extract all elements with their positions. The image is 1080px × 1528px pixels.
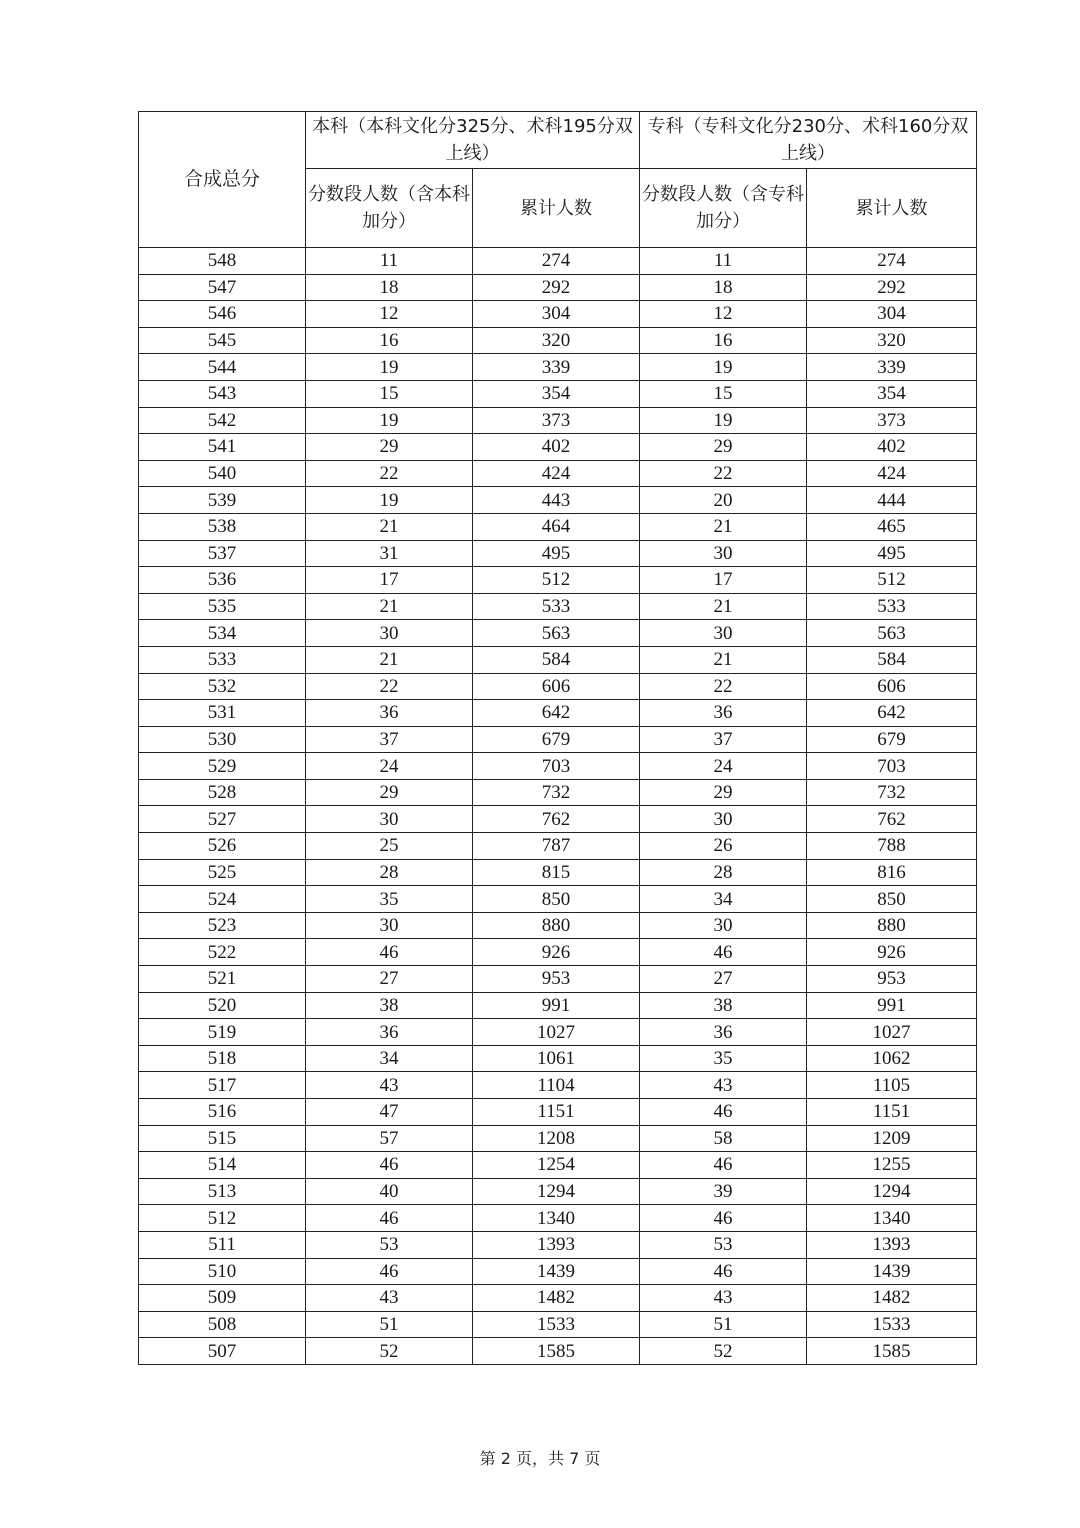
benke-cumulative-cell: 953 <box>473 966 640 993</box>
benke-segment-cell: 51 <box>306 1311 473 1338</box>
table-row <box>139 1258 977 1285</box>
benke-cumulative-cell: 679 <box>473 726 640 753</box>
benke-segment-cell: 19 <box>306 487 473 514</box>
zhuanke-cumulative-cell: 533 <box>807 593 977 620</box>
benke-segment-cell: 29 <box>306 434 473 461</box>
total-score-cell: 519 <box>139 1019 306 1046</box>
zhuanke-segment-cell: 46 <box>640 1258 807 1285</box>
table-header-row-1 <box>139 112 977 169</box>
table-row <box>139 1338 977 1365</box>
header-total-score: 合成总分 <box>139 112 306 248</box>
zhuanke-segment-cell: 17 <box>640 567 807 594</box>
zhuanke-cumulative-cell: 292 <box>807 274 977 301</box>
zhuanke-cumulative-cell: 584 <box>807 646 977 673</box>
total-score-cell: 536 <box>139 567 306 594</box>
table-row <box>139 513 977 540</box>
table-row <box>139 327 977 354</box>
benke-cumulative-cell: 1027 <box>473 1019 640 1046</box>
header-benke-cumulative: 累计人数 <box>473 169 640 248</box>
zhuanke-segment-cell: 30 <box>640 806 807 833</box>
benke-cumulative-cell: 304 <box>473 301 640 328</box>
benke-cumulative-cell: 443 <box>473 487 640 514</box>
benke-segment-cell: 18 <box>306 274 473 301</box>
table-row <box>139 460 977 487</box>
benke-cumulative-cell: 464 <box>473 513 640 540</box>
table-row <box>139 726 977 753</box>
table-row <box>139 912 977 939</box>
header-zhuanke-segment: 分数段人数（含专科加分） <box>640 169 807 248</box>
page-footer: 第 2 页，共 7 页 <box>479 1449 601 1468</box>
zhuanke-cumulative-cell: 1533 <box>807 1311 977 1338</box>
table-row <box>139 646 977 673</box>
zhuanke-segment-cell: 11 <box>640 248 807 275</box>
zhuanke-cumulative-cell: 465 <box>807 513 977 540</box>
benke-segment-cell: 22 <box>306 673 473 700</box>
benke-cumulative-cell: 424 <box>473 460 640 487</box>
benke-segment-cell: 25 <box>306 833 473 860</box>
benke-cumulative-cell: 339 <box>473 354 640 381</box>
benke-segment-cell: 21 <box>306 593 473 620</box>
total-score-cell: 524 <box>139 886 306 913</box>
table-row <box>139 673 977 700</box>
total-score-cell: 532 <box>139 673 306 700</box>
table-row <box>139 354 977 381</box>
zhuanke-cumulative-cell: 1439 <box>807 1258 977 1285</box>
benke-cumulative-cell: 1340 <box>473 1205 640 1232</box>
table-body <box>139 248 977 1365</box>
benke-cumulative-cell: 1533 <box>473 1311 640 1338</box>
zhuanke-segment-cell: 19 <box>640 407 807 434</box>
zhuanke-segment-cell: 28 <box>640 859 807 886</box>
benke-cumulative-cell: 274 <box>473 248 640 275</box>
benke-segment-cell: 36 <box>306 1019 473 1046</box>
benke-segment-cell: 57 <box>306 1125 473 1152</box>
benke-cumulative-cell: 880 <box>473 912 640 939</box>
total-score-cell: 538 <box>139 513 306 540</box>
total-score-cell: 542 <box>139 407 306 434</box>
zhuanke-cumulative-cell: 354 <box>807 380 977 407</box>
zhuanke-cumulative-cell: 1209 <box>807 1125 977 1152</box>
zhuanke-segment-cell: 22 <box>640 460 807 487</box>
total-score-cell: 512 <box>139 1205 306 1232</box>
benke-cumulative-cell: 1151 <box>473 1099 640 1126</box>
total-score-cell: 507 <box>139 1338 306 1365</box>
total-score-cell: 545 <box>139 327 306 354</box>
total-score-cell: 510 <box>139 1258 306 1285</box>
table-row <box>139 567 977 594</box>
zhuanke-cumulative-cell: 1294 <box>807 1178 977 1205</box>
table-row <box>139 1205 977 1232</box>
benke-cumulative-cell: 642 <box>473 700 640 727</box>
table-row <box>139 274 977 301</box>
table-row <box>139 753 977 780</box>
zhuanke-cumulative-cell: 512 <box>807 567 977 594</box>
zhuanke-segment-cell: 39 <box>640 1178 807 1205</box>
total-score-cell: 525 <box>139 859 306 886</box>
benke-segment-cell: 52 <box>306 1338 473 1365</box>
zhuanke-segment-cell: 36 <box>640 700 807 727</box>
benke-cumulative-cell: 402 <box>473 434 640 461</box>
benke-segment-cell: 19 <box>306 354 473 381</box>
benke-cumulative-cell: 703 <box>473 753 640 780</box>
table-row <box>139 806 977 833</box>
benke-segment-cell: 11 <box>306 248 473 275</box>
zhuanke-segment-cell: 18 <box>640 274 807 301</box>
header-zhuanke-group: 专科（专科文化分230分、术科160分双上线） <box>640 112 977 169</box>
zhuanke-cumulative-cell: 926 <box>807 939 977 966</box>
table-row <box>139 1311 977 1338</box>
benke-cumulative-cell: 373 <box>473 407 640 434</box>
total-score-cell: 518 <box>139 1045 306 1072</box>
benke-cumulative-cell: 732 <box>473 779 640 806</box>
zhuanke-cumulative-cell: 274 <box>807 248 977 275</box>
zhuanke-segment-cell: 29 <box>640 779 807 806</box>
zhuanke-cumulative-cell: 880 <box>807 912 977 939</box>
total-score-cell: 522 <box>139 939 306 966</box>
benke-cumulative-cell: 563 <box>473 620 640 647</box>
benke-segment-cell: 27 <box>306 966 473 993</box>
zhuanke-segment-cell: 21 <box>640 513 807 540</box>
zhuanke-segment-cell: 30 <box>640 620 807 647</box>
table-row <box>139 992 977 1019</box>
total-score-cell: 539 <box>139 487 306 514</box>
table-row <box>139 434 977 461</box>
zhuanke-segment-cell: 29 <box>640 434 807 461</box>
benke-segment-cell: 46 <box>306 1205 473 1232</box>
benke-segment-cell: 43 <box>306 1285 473 1312</box>
benke-segment-cell: 29 <box>306 779 473 806</box>
benke-cumulative-cell: 606 <box>473 673 640 700</box>
zhuanke-segment-cell: 27 <box>640 966 807 993</box>
total-score-cell: 516 <box>139 1099 306 1126</box>
zhuanke-cumulative-cell: 679 <box>807 726 977 753</box>
zhuanke-cumulative-cell: 1151 <box>807 1099 977 1126</box>
zhuanke-segment-cell: 24 <box>640 753 807 780</box>
zhuanke-segment-cell: 20 <box>640 487 807 514</box>
benke-segment-cell: 15 <box>306 380 473 407</box>
total-score-cell: 535 <box>139 593 306 620</box>
benke-segment-cell: 40 <box>306 1178 473 1205</box>
benke-cumulative-cell: 991 <box>473 992 640 1019</box>
total-score-cell: 544 <box>139 354 306 381</box>
zhuanke-cumulative-cell: 703 <box>807 753 977 780</box>
zhuanke-cumulative-cell: 991 <box>807 992 977 1019</box>
total-score-cell: 546 <box>139 301 306 328</box>
zhuanke-segment-cell: 36 <box>640 1019 807 1046</box>
benke-segment-cell: 30 <box>306 620 473 647</box>
zhuanke-segment-cell: 53 <box>640 1231 807 1258</box>
total-score-cell: 527 <box>139 806 306 833</box>
zhuanke-cumulative-cell: 402 <box>807 434 977 461</box>
total-score-cell: 528 <box>139 779 306 806</box>
benke-cumulative-cell: 787 <box>473 833 640 860</box>
total-score-cell: 514 <box>139 1152 306 1179</box>
total-score-cell: 509 <box>139 1285 306 1312</box>
benke-cumulative-cell: 584 <box>473 646 640 673</box>
benke-cumulative-cell: 292 <box>473 274 640 301</box>
total-score-cell: 547 <box>139 274 306 301</box>
zhuanke-segment-cell: 22 <box>640 673 807 700</box>
benke-segment-cell: 21 <box>306 646 473 673</box>
zhuanke-segment-cell: 46 <box>640 1099 807 1126</box>
zhuanke-segment-cell: 21 <box>640 593 807 620</box>
benke-cumulative-cell: 1061 <box>473 1045 640 1072</box>
zhuanke-cumulative-cell: 320 <box>807 327 977 354</box>
zhuanke-segment-cell: 46 <box>640 1152 807 1179</box>
total-score-cell: 534 <box>139 620 306 647</box>
total-score-cell: 541 <box>139 434 306 461</box>
benke-segment-cell: 24 <box>306 753 473 780</box>
table-row <box>139 1152 977 1179</box>
benke-cumulative-cell: 1208 <box>473 1125 640 1152</box>
table-row <box>139 1285 977 1312</box>
table-row <box>139 1178 977 1205</box>
table-row <box>139 886 977 913</box>
benke-segment-cell: 46 <box>306 1152 473 1179</box>
table-row <box>139 380 977 407</box>
benke-segment-cell: 17 <box>306 567 473 594</box>
benke-segment-cell: 46 <box>306 939 473 966</box>
benke-segment-cell: 46 <box>306 1258 473 1285</box>
table-row <box>139 779 977 806</box>
benke-cumulative-cell: 1254 <box>473 1152 640 1179</box>
zhuanke-segment-cell: 26 <box>640 833 807 860</box>
benke-segment-cell: 19 <box>306 407 473 434</box>
benke-segment-cell: 28 <box>306 859 473 886</box>
zhuanke-segment-cell: 30 <box>640 540 807 567</box>
zhuanke-cumulative-cell: 1255 <box>807 1152 977 1179</box>
benke-segment-cell: 36 <box>306 700 473 727</box>
table-row <box>139 1045 977 1072</box>
zhuanke-segment-cell: 15 <box>640 380 807 407</box>
zhuanke-segment-cell: 38 <box>640 992 807 1019</box>
table-row <box>139 859 977 886</box>
zhuanke-cumulative-cell: 1393 <box>807 1231 977 1258</box>
benke-segment-cell: 43 <box>306 1072 473 1099</box>
total-score-cell: 517 <box>139 1072 306 1099</box>
zhuanke-cumulative-cell: 1027 <box>807 1019 977 1046</box>
table-row <box>139 1125 977 1152</box>
benke-segment-cell: 53 <box>306 1231 473 1258</box>
benke-segment-cell: 12 <box>306 301 473 328</box>
table-row <box>139 407 977 434</box>
zhuanke-segment-cell: 19 <box>640 354 807 381</box>
zhuanke-segment-cell: 46 <box>640 1205 807 1232</box>
benke-cumulative-cell: 1482 <box>473 1285 640 1312</box>
benke-cumulative-cell: 1294 <box>473 1178 640 1205</box>
table-row <box>139 966 977 993</box>
total-score-cell: 548 <box>139 248 306 275</box>
header-zhuanke-cumulative: 累计人数 <box>807 169 977 248</box>
zhuanke-segment-cell: 58 <box>640 1125 807 1152</box>
table-row <box>139 593 977 620</box>
benke-segment-cell: 30 <box>306 912 473 939</box>
benke-cumulative-cell: 815 <box>473 859 640 886</box>
total-score-cell: 543 <box>139 380 306 407</box>
benke-cumulative-cell: 512 <box>473 567 640 594</box>
zhuanke-segment-cell: 12 <box>640 301 807 328</box>
zhuanke-segment-cell: 21 <box>640 646 807 673</box>
benke-segment-cell: 38 <box>306 992 473 1019</box>
zhuanke-cumulative-cell: 1482 <box>807 1285 977 1312</box>
total-score-cell: 511 <box>139 1231 306 1258</box>
total-score-cell: 533 <box>139 646 306 673</box>
benke-cumulative-cell: 354 <box>473 380 640 407</box>
zhuanke-cumulative-cell: 1585 <box>807 1338 977 1365</box>
zhuanke-cumulative-cell: 762 <box>807 806 977 833</box>
total-score-cell: 540 <box>139 460 306 487</box>
benke-cumulative-cell: 1585 <box>473 1338 640 1365</box>
table-row <box>139 1231 977 1258</box>
table-row <box>139 833 977 860</box>
total-score-cell: 530 <box>139 726 306 753</box>
score-distribution-table <box>138 111 977 1365</box>
benke-cumulative-cell: 1393 <box>473 1231 640 1258</box>
benke-segment-cell: 35 <box>306 886 473 913</box>
zhuanke-cumulative-cell: 304 <box>807 301 977 328</box>
header-benke-group: 本科（本科文化分325分、术科195分双上线） <box>306 112 640 169</box>
zhuanke-cumulative-cell: 953 <box>807 966 977 993</box>
benke-cumulative-cell: 1104 <box>473 1072 640 1099</box>
zhuanke-cumulative-cell: 563 <box>807 620 977 647</box>
total-score-cell: 537 <box>139 540 306 567</box>
table-row <box>139 1099 977 1126</box>
benke-cumulative-cell: 850 <box>473 886 640 913</box>
benke-segment-cell: 30 <box>306 806 473 833</box>
zhuanke-cumulative-cell: 339 <box>807 354 977 381</box>
header-benke-segment: 分数段人数（含本科加分） <box>306 169 473 248</box>
zhuanke-segment-cell: 46 <box>640 939 807 966</box>
benke-segment-cell: 37 <box>306 726 473 753</box>
zhuanke-cumulative-cell: 1105 <box>807 1072 977 1099</box>
zhuanke-segment-cell: 43 <box>640 1072 807 1099</box>
zhuanke-cumulative-cell: 816 <box>807 859 977 886</box>
total-score-cell: 513 <box>139 1178 306 1205</box>
total-score-cell: 515 <box>139 1125 306 1152</box>
benke-segment-cell: 21 <box>306 513 473 540</box>
total-score-cell: 508 <box>139 1311 306 1338</box>
benke-cumulative-cell: 320 <box>473 327 640 354</box>
table-row <box>139 1019 977 1046</box>
zhuanke-cumulative-cell: 850 <box>807 886 977 913</box>
table-row <box>139 540 977 567</box>
table-row <box>139 301 977 328</box>
table-row <box>139 487 977 514</box>
total-score-cell: 523 <box>139 912 306 939</box>
benke-cumulative-cell: 495 <box>473 540 640 567</box>
zhuanke-cumulative-cell: 495 <box>807 540 977 567</box>
total-score-cell: 520 <box>139 992 306 1019</box>
zhuanke-segment-cell: 51 <box>640 1311 807 1338</box>
zhuanke-segment-cell: 30 <box>640 912 807 939</box>
zhuanke-cumulative-cell: 606 <box>807 673 977 700</box>
table-row <box>139 620 977 647</box>
table-row <box>139 700 977 727</box>
table-row <box>139 939 977 966</box>
benke-cumulative-cell: 533 <box>473 593 640 620</box>
zhuanke-segment-cell: 35 <box>640 1045 807 1072</box>
zhuanke-cumulative-cell: 373 <box>807 407 977 434</box>
table-row <box>139 248 977 275</box>
zhuanke-segment-cell: 37 <box>640 726 807 753</box>
benke-segment-cell: 34 <box>306 1045 473 1072</box>
benke-cumulative-cell: 1439 <box>473 1258 640 1285</box>
zhuanke-cumulative-cell: 1340 <box>807 1205 977 1232</box>
benke-segment-cell: 31 <box>306 540 473 567</box>
benke-segment-cell: 22 <box>306 460 473 487</box>
total-score-cell: 529 <box>139 753 306 780</box>
zhuanke-segment-cell: 34 <box>640 886 807 913</box>
benke-cumulative-cell: 926 <box>473 939 640 966</box>
table-row <box>139 1072 977 1099</box>
benke-cumulative-cell: 762 <box>473 806 640 833</box>
zhuanke-cumulative-cell: 424 <box>807 460 977 487</box>
zhuanke-cumulative-cell: 642 <box>807 700 977 727</box>
zhuanke-cumulative-cell: 788 <box>807 833 977 860</box>
total-score-cell: 526 <box>139 833 306 860</box>
benke-segment-cell: 16 <box>306 327 473 354</box>
zhuanke-cumulative-cell: 444 <box>807 487 977 514</box>
benke-segment-cell: 47 <box>306 1099 473 1126</box>
zhuanke-segment-cell: 16 <box>640 327 807 354</box>
zhuanke-cumulative-cell: 1062 <box>807 1045 977 1072</box>
zhuanke-segment-cell: 52 <box>640 1338 807 1365</box>
zhuanke-segment-cell: 43 <box>640 1285 807 1312</box>
total-score-cell: 521 <box>139 966 306 993</box>
total-score-cell: 531 <box>139 700 306 727</box>
zhuanke-cumulative-cell: 732 <box>807 779 977 806</box>
